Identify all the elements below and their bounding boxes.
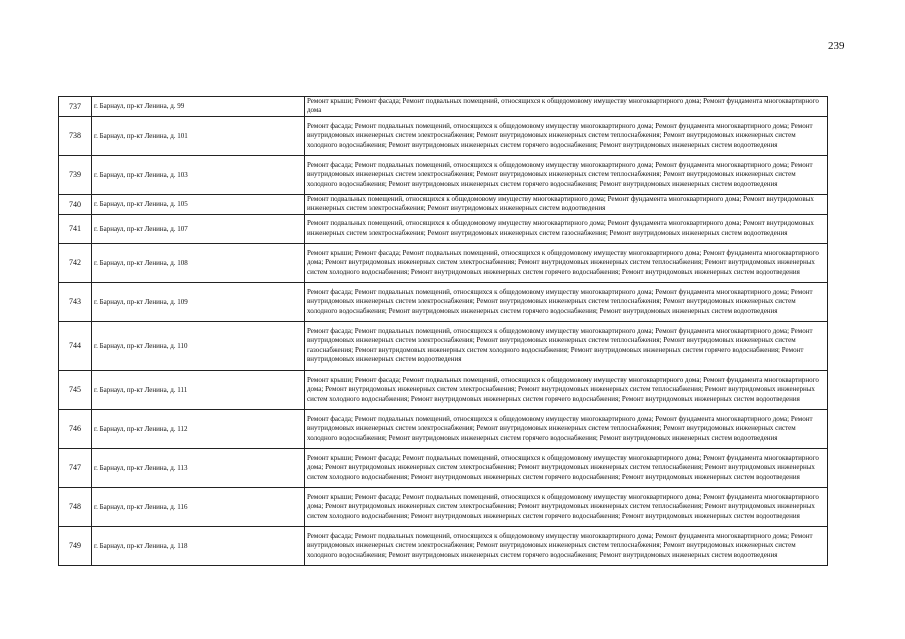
- row-number: 744: [59, 321, 92, 370]
- table-row: [59, 487, 828, 526]
- table-row: [59, 370, 828, 409]
- repair-works: Ремонт подвальных помещений, относящихся к общедомовому имуществу многоквартирного дома; Ремонт фундамента многоквартирного дома; Ремонт внутридомовых инженерных систем электроснабжения; Ремонт внутридомовых инженерных систем водоотведения: [305, 194, 828, 214]
- building-address: г. Барнаул, пр-кт Ленина, д. 101: [92, 116, 305, 155]
- repair-works: Ремонт крыши; Ремонт фасада; Ремонт подвальных помещений, относящихся к общедомовому имуществу многоквартирного дома; Ремонт фундамента многоквартирного дома: [305, 97, 828, 117]
- row-number: 746: [59, 409, 92, 448]
- building-address: г. Барнаул, пр-кт Ленина, д. 109: [92, 282, 305, 321]
- building-address: г. Барнаул, пр-кт Ленина, д. 111: [92, 370, 305, 409]
- building-address: г. Барнаул, пр-кт Ленина, д. 103: [92, 155, 305, 194]
- table-row: [59, 214, 828, 243]
- row-number: 747: [59, 448, 92, 487]
- row-number: 738: [59, 116, 92, 155]
- repair-works: Ремонт крыши; Ремонт фасада; Ремонт подвальных помещений, относящихся к общедомовому имуществу многоквартирного дома; Ремонт фундамента многоквартирного дома; Ремонт внутридомовых инженерных систем электроснабжения; Ремонт внутридомовых инженерных систем теплоснабжения; Ремонт внутридомовых инженерных систем холодного водоснабжения; Ремонт внутридомовых инженерных систем горячего водоснабжения; Ремонт внутридомовых инженерных систем водоотведения: [305, 487, 828, 526]
- buildings-table: [58, 96, 828, 566]
- building-address: г. Барнаул, пр-кт Ленина, д. 118: [92, 526, 305, 565]
- table-row: [59, 526, 828, 565]
- repair-works: Ремонт фасада; Ремонт подвальных помещений, относящихся к общедомовому имуществу многоквартирного дома; Ремонт фундамента многоквартирного дома; Ремонт внутридомовых инженерных систем электроснабжения; Ремонт внутридомовых инженерных систем теплоснабжения; Ремонт внутридомовых инженерных систем холодного водоснабжения; Ремонт внутридомовых инженерных систем горячего водоснабжения; Ремонт внутридомовых инженерных систем водоотведения: [305, 409, 828, 448]
- repair-works: Ремонт крыши; Ремонт фасада; Ремонт подвальных помещений, относящихся к общедомовому имуществу многоквартирного дома; Ремонт фундамента многоквартирного дома; Ремонт внутридомовых инженерных систем электроснабжения; Ремонт внутридомовых инженерных систем теплоснабжения; Ремонт внутридомовых инженерных систем холодного водоснабжения; Ремонт внутридомовых инженерных систем горячего водоснабжения; Ремонт внутридомовых инженерных систем водоотведения: [305, 243, 828, 282]
- row-number: 748: [59, 487, 92, 526]
- row-number: 745: [59, 370, 92, 409]
- building-address: г. Барнаул, пр-кт Ленина, д. 110: [92, 321, 305, 370]
- repair-works: Ремонт подвальных помещений, относящихся к общедомовому имуществу многоквартирного дома; Ремонт фундамента многоквартирного дома; Ремонт внутридомовых инженерных систем электроснабжения; Ремонт внутридомовых инженерных систем газоснабжения; Ремонт внутридомовых инженерных систем водоотведения: [305, 214, 828, 243]
- row-number: 741: [59, 214, 92, 243]
- repair-works: Ремонт фасада; Ремонт подвальных помещений, относящихся к общедомовому имуществу многоквартирного дома; Ремонт фундамента многоквартирного дома; Ремонт внутридомовых инженерных систем электроснабжения; Ремонт внутридомовых инженерных систем теплоснабжения; Ремонт внутридомовых инженерных систем холодного водоснабжения; Ремонт внутридомовых инженерных систем горячего водоснабжения; Ремонт внутридомовых инженерных систем водоотведения: [305, 116, 828, 155]
- table-row: [59, 448, 828, 487]
- building-address: г. Барнаул, пр-кт Ленина, д. 99: [92, 97, 305, 117]
- building-address: г. Барнаул, пр-кт Ленина, д. 113: [92, 448, 305, 487]
- repair-works: Ремонт фасада; Ремонт подвальных помещений, относящихся к общедомовому имуществу многоквартирного дома; Ремонт фундамента многоквартирного дома; Ремонт внутридомовых инженерных систем электроснабжения; Ремонт внутридомовых инженерных систем теплоснабжения; Ремонт внутридомовых инженерных систем холодного водоснабжения; Ремонт внутридомовых инженерных систем горячего водоснабжения; Ремонт внутридомовых инженерных систем водоотведения: [305, 282, 828, 321]
- building-address: г. Барнаул, пр-кт Ленина, д. 108: [92, 243, 305, 282]
- table-row: [59, 243, 828, 282]
- repair-works: Ремонт фасада; Ремонт подвальных помещений, относящихся к общедомовому имуществу многоквартирного дома; Ремонт фундамента многоквартирного дома; Ремонт внутридомовых инженерных систем электроснабжения; Ремонт внутридомовых инженерных систем теплоснабжения; Ремонт внутридомовых инженерных систем холодного водоснабжения; Ремонт внутридомовых инженерных систем горячего водоснабжения; Ремонт внутридомовых инженерных систем водоотведения: [305, 526, 828, 565]
- row-number: 740: [59, 194, 92, 214]
- repair-works: Ремонт фасада; Ремонт подвальных помещений, относящихся к общедомовому имуществу многоквартирного дома; Ремонт фундамента многоквартирного дома; Ремонт внутридомовых инженерных систем электроснабжения; Ремонт внутридомовых инженерных систем теплоснабжения; Ремонт внутридомовых инженерных систем газоснабжения; Ремонт внутридомовых инженерных систем холодного водоснабжения; Ремонт внутридомовых инженерных систем горячего водоснабжения; Ремонт внутридомовых инженерных систем водоотведения: [305, 321, 828, 370]
- table-row: [59, 321, 828, 370]
- row-number: 737: [59, 97, 92, 117]
- row-number: 739: [59, 155, 92, 194]
- row-number: 742: [59, 243, 92, 282]
- table-row: [59, 409, 828, 448]
- table-row: [59, 97, 828, 117]
- building-address: г. Барнаул, пр-кт Ленина, д. 107: [92, 214, 305, 243]
- table-row: [59, 116, 828, 155]
- row-number: 749: [59, 526, 92, 565]
- table-row: [59, 282, 828, 321]
- page-number: 239: [828, 40, 845, 52]
- row-number: 743: [59, 282, 92, 321]
- table-row: [59, 155, 828, 194]
- building-address: г. Барнаул, пр-кт Ленина, д. 116: [92, 487, 305, 526]
- repair-works: Ремонт фасада; Ремонт подвальных помещений, относящихся к общедомовому имуществу многоквартирного дома; Ремонт фундамента многоквартирного дома; Ремонт внутридомовых инженерных систем электроснабжения; Ремонт внутридомовых инженерных систем теплоснабжения; Ремонт внутридомовых инженерных систем холодного водоснабжения; Ремонт внутридомовых инженерных систем горячего водоснабжения; Ремонт внутридомовых инженерных систем водоотведения: [305, 155, 828, 194]
- table-row: [59, 194, 828, 214]
- building-address: г. Барнаул, пр-кт Ленина, д. 112: [92, 409, 305, 448]
- repair-works: Ремонт крыши; Ремонт фасада; Ремонт подвальных помещений, относящихся к общедомовому имуществу многоквартирного дома; Ремонт фундамента многоквартирного дома; Ремонт внутридомовых инженерных систем электроснабжения; Ремонт внутридомовых инженерных систем теплоснабжения; Ремонт внутридомовых инженерных систем холодного водоснабжения; Ремонт внутридомовых инженерных систем горячего водоснабжения; Ремонт внутридомовых инженерных систем водоотведения: [305, 448, 828, 487]
- repair-works: Ремонт крыши; Ремонт фасада; Ремонт подвальных помещений, относящихся к общедомовому имуществу многоквартирного дома; Ремонт фундамента многоквартирного дома; Ремонт внутридомовых инженерных систем электроснабжения; Ремонт внутридомовых инженерных систем теплоснабжения; Ремонт внутридомовых инженерных систем холодного водоснабжения; Ремонт внутридомовых инженерных систем горячего водоснабжения; Ремонт внутридомовых инженерных систем водоотведения: [305, 370, 828, 409]
- building-address: г. Барнаул, пр-кт Ленина, д. 105: [92, 194, 305, 214]
